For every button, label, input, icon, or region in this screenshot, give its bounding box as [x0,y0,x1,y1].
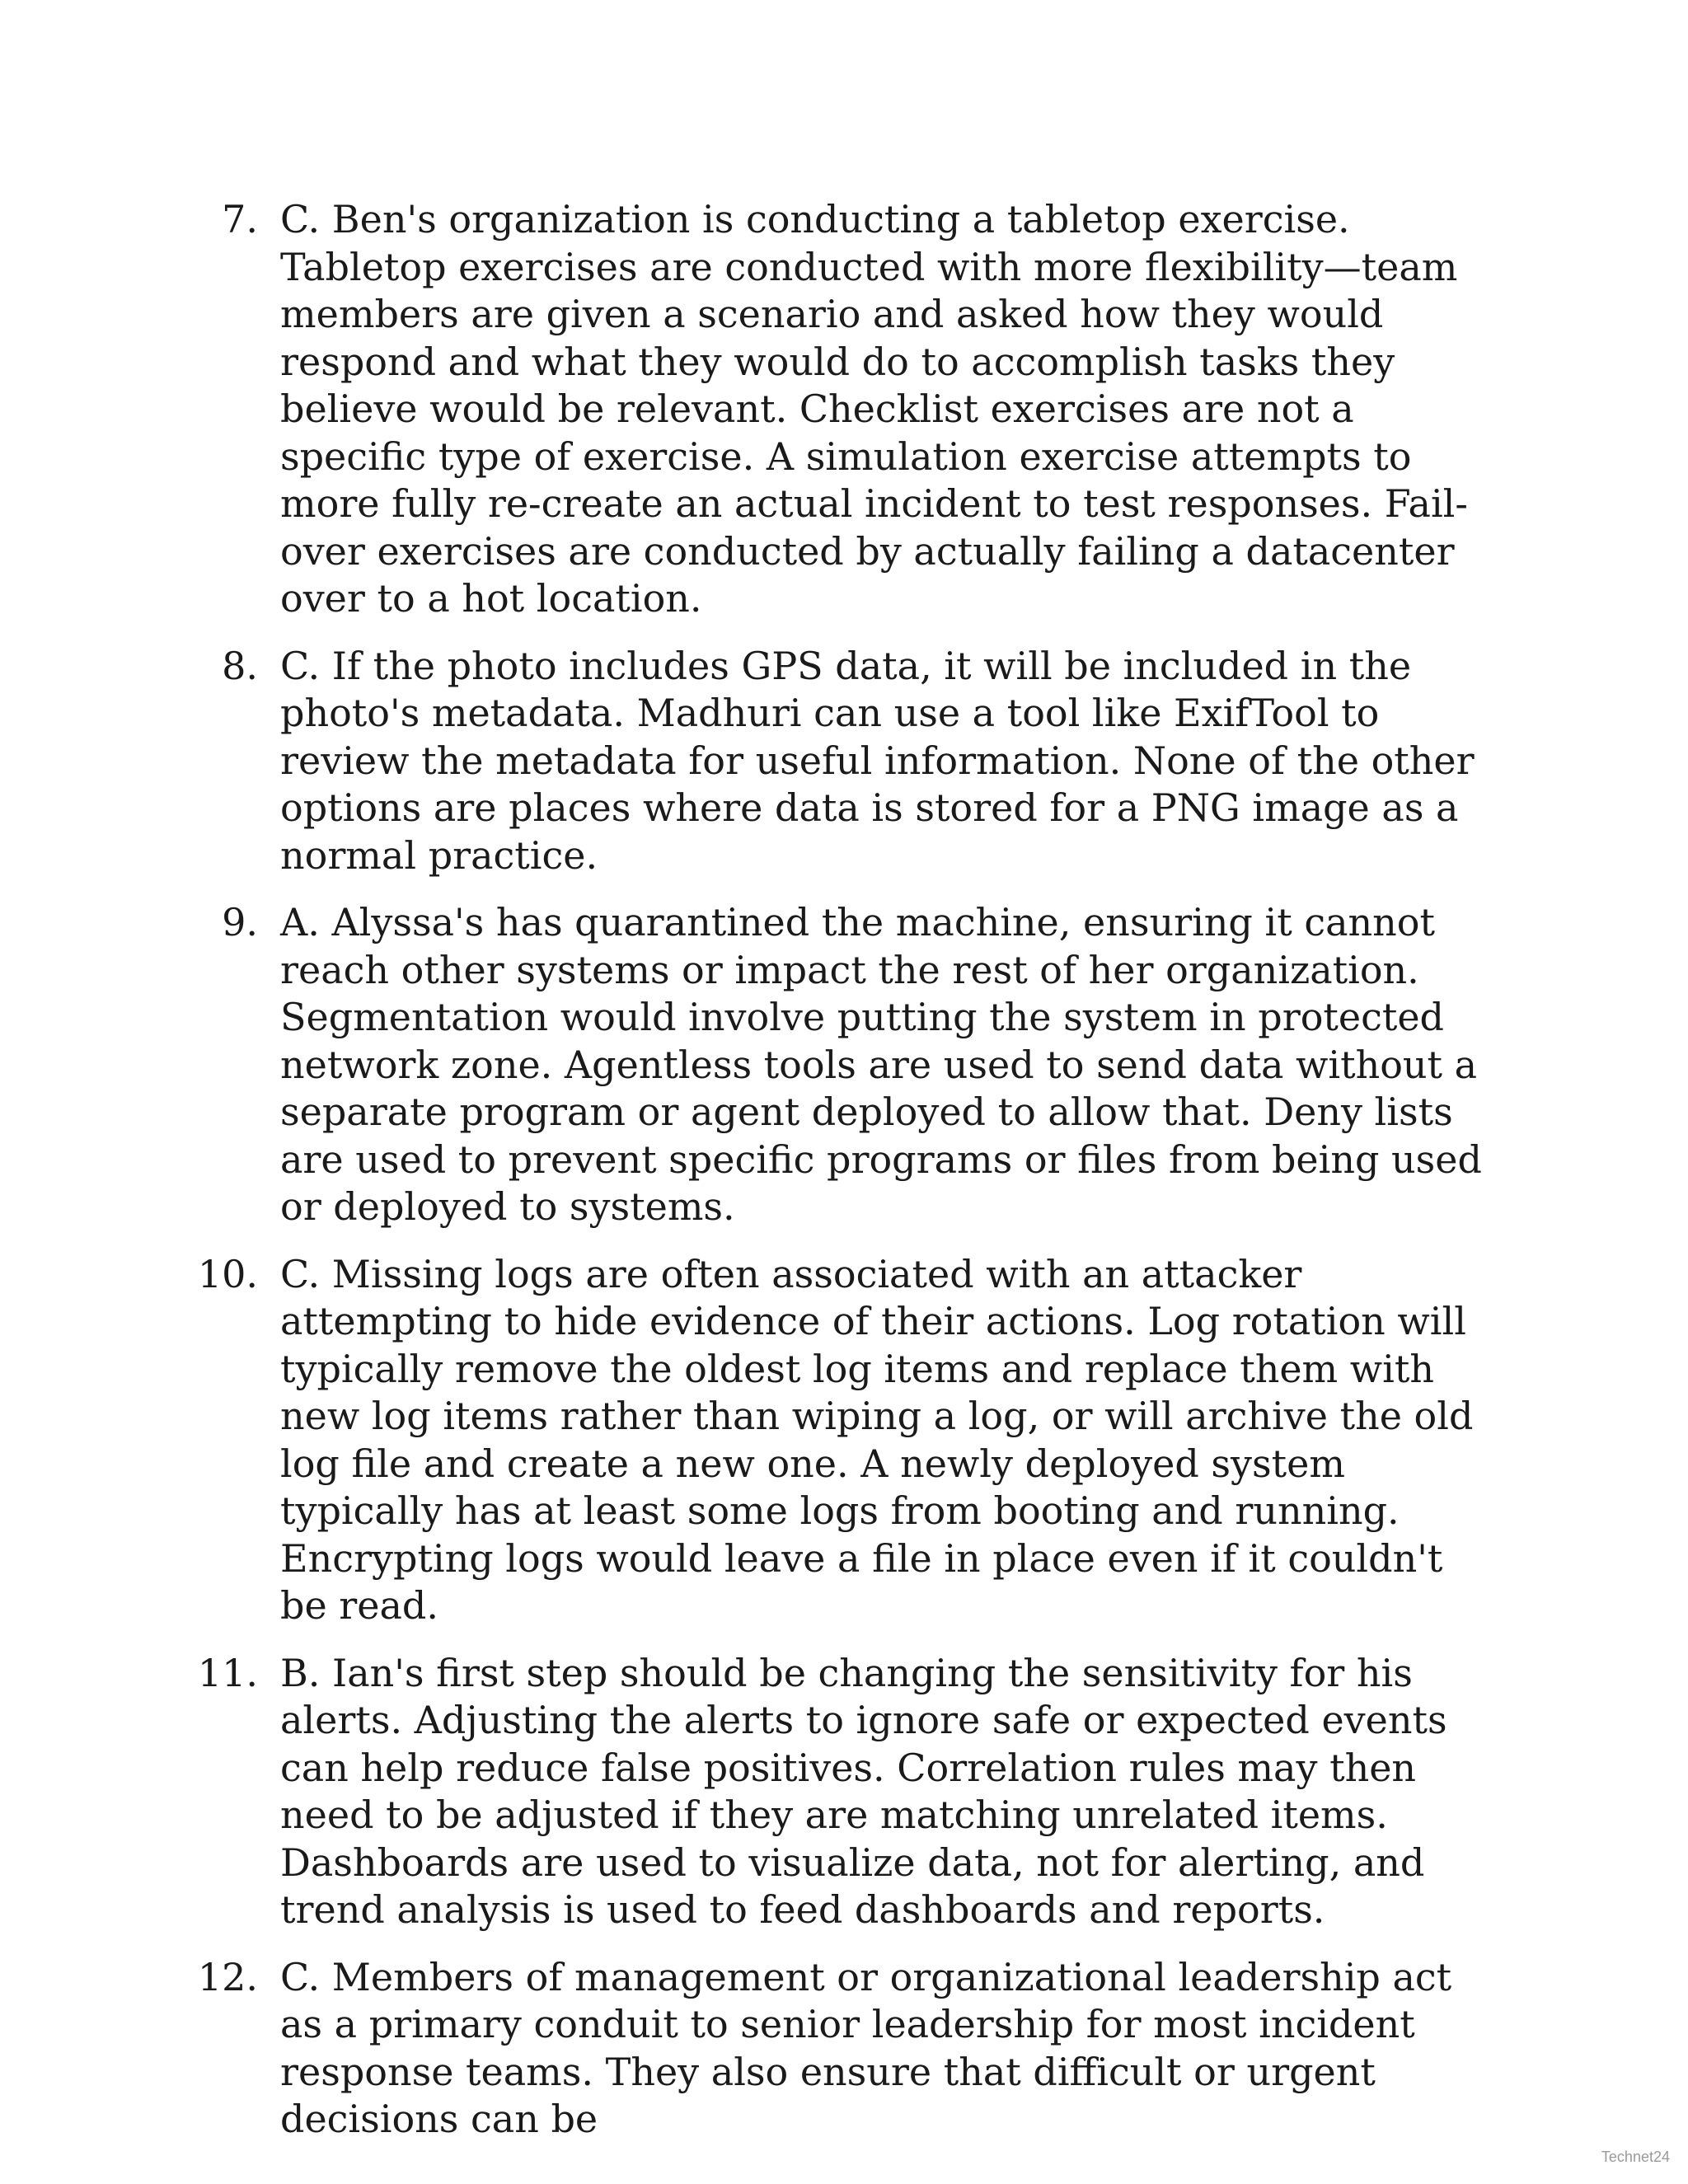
answer-text: C. Members of management or organizational leadership act as a primary conduit to senior leadership for most incident response teams. They also ensure that difficult or urgent decisions can be [280,1954,1452,2141]
answer-text: C. Ben's organization is conducting a tabletop exercise. Tabletop exercises are conducted with more flexibility—team members are given a scenario and asked how they would respond and what they would do to accomplish tasks they believe would be relevant. Checklist exercises are not a specific type of exercise. A simulation exercise attempts to more fully re-create an actual incident to test responses. Fail-over exercises are conducted by actually failing a datacenter over to a hot location. [280,197,1468,621]
answer-item-11 [0,1650,1484,1934]
watermark: Technet24 [1601,2149,1670,2165]
answer-item-10 [0,1251,1484,1630]
answer-text: C. Missing logs are often associated with an attacker attempting to hide evidence of their actions. Log rotation will typically remove the oldest log items and replace them with new log items rather than wiping a log, or will archive the old log file and create a new one. A newly deployed system typically has at least some logs from booting and running. Encrypting logs would leave a file in place even if it couldn't be read. [280,1251,1474,1628]
answer-list [0,196,1688,2163]
answer-number: 8. [222,643,258,688]
answer-item-12 [0,1954,1484,2144]
answer-number: 12. [197,1954,258,1999]
answer-text: B. Ian's first step should be changing the sensitivity for his alerts. Adjusting the alerts to ignore safe or expected events can help reduce false positives. Correlation rules may then need to be adjusted if they are matching unrelated items. Dashboards are used to visualize data, not for alerting, and trend analysis is used to feed dashboards and reports. [280,1650,1447,1932]
answer-number: 9. [222,900,258,944]
answer-number: 11. [197,1650,258,1695]
answer-number: 7. [222,197,258,241]
answer-item-8 [0,643,1484,880]
answer-item-7 [0,196,1484,623]
answer-text: A. Alyssa's has quarantined the machine, ensuring it cannot reach other systems or impact the rest of her organization. Segmentation would involve putting the system in protected network zone. Agentless tools are used to send data without a separate program or agent deployed to allow that. Deny lists are used to prevent specific programs or files from being used or deployed to systems. [280,900,1482,1229]
answer-text: C. If the photo includes GPS data, it will be included in the photo's metadata. Madhuri can use a tool like ExifTool to review the metadata for useful information. None of the other options are places where data is stored for a PNG image as a normal practice. [280,643,1475,878]
answer-number: 10. [197,1251,258,1296]
answer-item-9 [0,899,1484,1231]
